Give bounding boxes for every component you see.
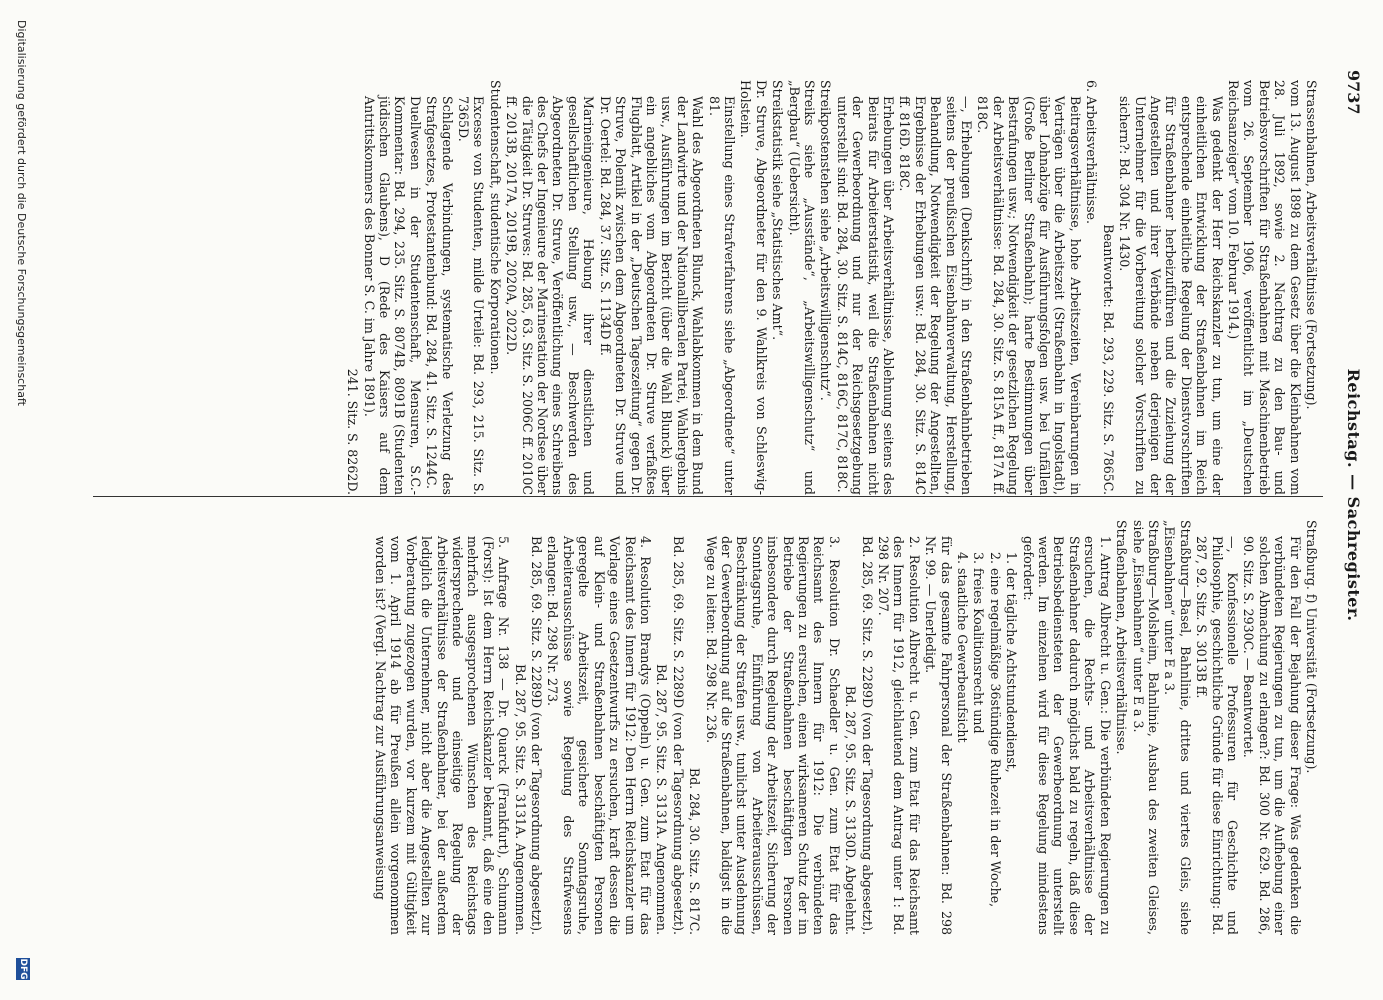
index-entry: 2. Resolution Albrecht u. Gen. zum Etat für das Reichsamt des Innern für 1912, gleichlautend dem Antrag unter 1: Bd. 298 Nr. 207.: [876, 536, 922, 935]
index-entry: Bd. 285, 69. Sitz. S. 2289D (von der Tagesordnung abgesetzt).: [859, 536, 875, 935]
index-entry: Bd. 285, 69. Sitz. S. 2289D (von der Tagesordnung abgesetzt).: [670, 536, 686, 935]
index-entry: 3. Resolution Dr. Schaedler u. Gen. zum Etat für das Reichsamt des Innern für 1912: Die verbündeten Regierungen zu ersuchen, einen wirksameren Schutz der im Betriebe der Straßenbahnen beschäftigten Personen insbesondere durch Regelung der Arbeitszeit, Sicherung der Sonntagsruhe, Einführung von Arbeiterausschüssen, Beschränkung der Strafen usw., tunlichst unter Ausdehnung der Gewerbeordnung auf die Straßenbahnen, baldigst in die Wege zu leiten: Bd. 298 Nr. 236.: [703, 536, 842, 935]
index-entry: 4. Resolution Brandys (Oppeln) u. Gen. zum Etat für das Reichsamt des Innern für 1912: Den Herrn Reichskanzler um Vorlage eines Gesetzentwurfs zu ersuchen, kraft dessen die auf Klein- und Straßenbahnen beschäftigten Personen geregelte Arbeitszeit, gesicherte Sonntagsruhe, Arbeiterausschüsse sowie Regelung des Strafwesens erlangen: Bd. 298 Nr. 273.: [545, 536, 653, 935]
index-entry: Bd. 284, 30. Sitz. S. 817C.: [687, 767, 703, 935]
index-entry: Wahl des Abgeordneten Blunck, Wahlabkommen in dem Bund der Landwirte und der Nationalliberalen Partei, Wahlergebnis usw., Ausführungen im Bericht (über die Wahl Blunck) über ein angebliches vom Abgeordneten Dr. Struve verfaßtes Flugblatt, Artikel in der „Deutschen Tageszeitung“ gegen Dr. Struve, Polemik zwischen dem Abgeordneten Dr. Struve und Dr. Oertel: Bd. 284, 37. Sitz. S. 1134D ff.: [597, 96, 706, 495]
index-entry: Streikstatistik siehe „Statistisches Amt“.: [770, 80, 786, 341]
footer-text: Digitalisierung gefördert durch die Deutsche Forschungsgemeinschaft: [15, 20, 28, 406]
index-entry: Beantwortet: Bd. 293, 229. Sitz. S. 7865C.: [1100, 224, 1116, 495]
index-entry: Straßburg—Basel, Bahnlinie, drittes und viertes Gleis, siehe „Eisenbahnen“ unter E a 3.: [1162, 520, 1193, 935]
index-entry: Marineingenieure, Hebung ihrer dienstlichen und gesellschaftlichen Stellung usw., — Beschwerden des Abgeordneten Dr. Struve, Veröffentlichung eines Schreibens des Chefs der Ingenieure der Marinestation der Nordsee über die Tätigkeit Dr. Struves: Bd. 285, 63. Sitz. S. 2006C ff. 2010C ff. 2013B, 2017A, 2019B, 2020A, 2022D.: [504, 96, 597, 495]
index-entry: 2. eine regelmäßige 36stündige Ruhezeit in der Woche,: [987, 552, 1003, 908]
index-entry: Streiks siehe „Ausstände“, „Arbeitswilligenschutz“ und „Bergbau“ (Uebersicht).: [786, 80, 817, 495]
index-entry: 5. Anfrage Nr. 138 — Dr. Quarck (Frankfurt), Schumann (Forst): Ist dem Herrn Reichskanzler bekannt, daß eine den mehrfach ausgesprochenen Wünschen des Reichstags widersprechende und einseitige Regelung der Arbeitsverhältnisse der Straßenbahner, bei der außerdem lediglich die Unternehmer, nicht aber die Angestellten zur Vorberatung zugezogen wurden, vor kurzem mit Gültigkeit vom 1. April 1914 ab für Preußen allein vorgenommen worden ist? (Vergl. Nachtrag zur Ausführungsanweisung: [373, 536, 512, 935]
index-entry: Einstellung eines Strafverfahrens siehe „Abgeordnete“ unter 81.: [706, 96, 737, 495]
index-entry: Bd. 287, 95. Sitz. S. 3131A. Angenommen.: [512, 664, 528, 935]
index-entry: Straßburg. f) Universität (Fortsetzung).: [1304, 520, 1319, 774]
index-entry: Bd. 285, 69. Sitz. S. 2289D (von der Tagesordnung abgesetzt).: [529, 536, 545, 935]
index-entry: Studentenschaft, studentische Korporationen.: [487, 80, 503, 375]
page-header: [1339, 70, 1363, 920]
index-entry: vom 13. August 1898 zu dem Gesetz über die Kleinbahnen vom 28. Juli 1892, sowie 2. Nachtrag zu den Bau- und Betriebsvorschriften für Straßenbahnen mit Maschinenbetrieb vom 26. September 1906, veröffentlicht im „Deutschen Reichsanzeiger“ vom 10. Februar 1914.): [1225, 80, 1303, 495]
dfg-logo: DFG: [18, 958, 28, 980]
index-entry: für das gesamte Fahrpersonal der Straßenbahnen: Bd. 298 Nr. 99. — Unerledigt.: [923, 536, 954, 935]
index-entry: Erhebungen über Arbeitsverhältnisse, Ablehnung seitens des Beirats für Arbeiterstatistik, weil die Straßenbahnen nicht der Gewerbeordnung und nur der Reichsgesetzgebung unterstellt sind: Bd. 284, 30. Sitz. S. 814C, 816C, 817C, 818C.: [834, 96, 897, 495]
index-entry: Bd. 287, 95. Sitz. S. 3131A. Angenommen.: [654, 664, 670, 935]
index-entry: —, Konfessionelle Professuren für Geschichte und Philosophie, geschichtliche Gründe für diese Einrichtung: Bd. 287, 92. Sitz. S. 3013B ff.: [1194, 536, 1240, 935]
index-entry: 241. Sitz. S. 8262D.: [345, 368, 361, 495]
index-entry: Schlagende Verbindungen, systematische Verletzung des Strafgesetzes, Protestantenbund: Bd. 284, 41. Sitz. S. 1244C.: [424, 96, 455, 495]
index-entry: Für den Fall der Bejahung dieser Frage: Was gedenken die verbündeten Regierungen zu tun, um die Aufhebung einer solchen Abmachung zu erlangen?: Bd. 300 Nr. 629. Bd. 286, 90. Sitz. S. 2930C. — Beantwortet.: [1241, 536, 1303, 935]
index-entry: 1. Antrag Albrecht u. Gen.: Die verbündeten Regierungen zu ersuchen, die Rechts- und Arbeitsverhältnisse der Straßenbahner dadurch möglichst bald zu regeln, daß diese Betriebsbediensteten der Gewerbeordnung unterstellt werden. Im einzelnen wird für diese Regelung mindestens gefordert:: [1020, 536, 1113, 935]
index-entry: 6. Arbeitsverhältnisse.: [1084, 80, 1100, 225]
index-entry: Bd. 287, 95. Sitz. S. 3130D. Abgelehnt.: [843, 685, 859, 935]
right-column: [119, 520, 1319, 935]
page-number: 9737: [1344, 70, 1363, 115]
index-entry: 1. der tägliche Achtstundendienst,: [1004, 552, 1020, 773]
index-entry: Straßburg—Molsheim, Bahnlinie, Ausbau des zweiten Gleises, siehe „Eisenbahnen“ unter E a 3.: [1130, 520, 1161, 935]
index-entry: 4. staatliche Gewerbeaufsicht: [955, 552, 971, 743]
index-entry: Excesse von Studenten, milde Urteile: Bd. 293, 215. Sitz. S. 7365D.: [456, 96, 487, 495]
index-entry: 3. freies Koalitionsrecht und: [971, 552, 987, 734]
page-title: Reichstag. — Sachregister.: [1344, 368, 1363, 622]
index-entry: Straßenbahnen, Arbeitsverhältnisse.: [1114, 520, 1130, 755]
index-entry: Strassenbahnen, Arbeitsverhältnisse (Fortsetzung).: [1304, 80, 1319, 410]
index-entry: Duellwesen in der Studentenschaft, Mensuren, S.C.-Kommentar: Bd. 294, 235. Sitz. S. 8074B, 8091B (Studenten jüdischen Glaubens), D (Rede des Kaisers auf dem Antrittskommers des Bonner S. C. im Jahre 1891).: [361, 96, 423, 495]
index-entry: Was gedenkt der Herr Reichskanzler zu tun, um eine der einheitlichen Entwicklung der Straßenbahnen im Reich entsprechende einheitliche Regelung der Dienstvorschriften für Straßenbahner herbeizuführen und die Zuziehung der Angestellten und ihrer Verbände neben derjenigen der Unternehmer für die Vorbereitung solcher Vorschriften zu sichern?: Bd. 304 Nr. 1430.: [1117, 96, 1225, 495]
index-entry: Dr. Struve, Abgeordneter für den 9. Wahlkreis von Schleswig-Holstein.: [738, 80, 769, 495]
column-divider: [93, 496, 1323, 497]
left-column: [345, 80, 1319, 495]
index-entry: Streikpostenstehen siehe „Arbeitswilligenschutz“.: [818, 80, 834, 401]
digitization-footer: [10, 20, 30, 980]
index-entry: —, Erhebungen (Denkschrift) in den Straßenbahnbetrieben seitens der preußischen Eisenbahnverwaltung, Herstellung, Behandlung, Notwendigkeit der Regelung der Angestellten, Ergebnisse der Erhebungen usw.: Bd. 284, 30. Sitz. S. 814C ff. 816D. 818C.: [897, 96, 975, 495]
index-entry: Beitragsverhältnisse, hohe Arbeitszeiten, Vereinbarungen in Verträgen über die Arbeitszeit (Straßenbahn in Ingolstadt), über Lohnabzüge für Ausführungsfolgen usw. bei Unfällen (Große Berliner Straßenbahn); harte Bestimmungen über Bestrafungen usw.; Notwendigkeit der gesetzlichen Regelung der Arbeitsverhältnisse: Bd. 284, 30. Sitz. S. 815A ff., 817A ff. 818C.: [975, 96, 1083, 495]
